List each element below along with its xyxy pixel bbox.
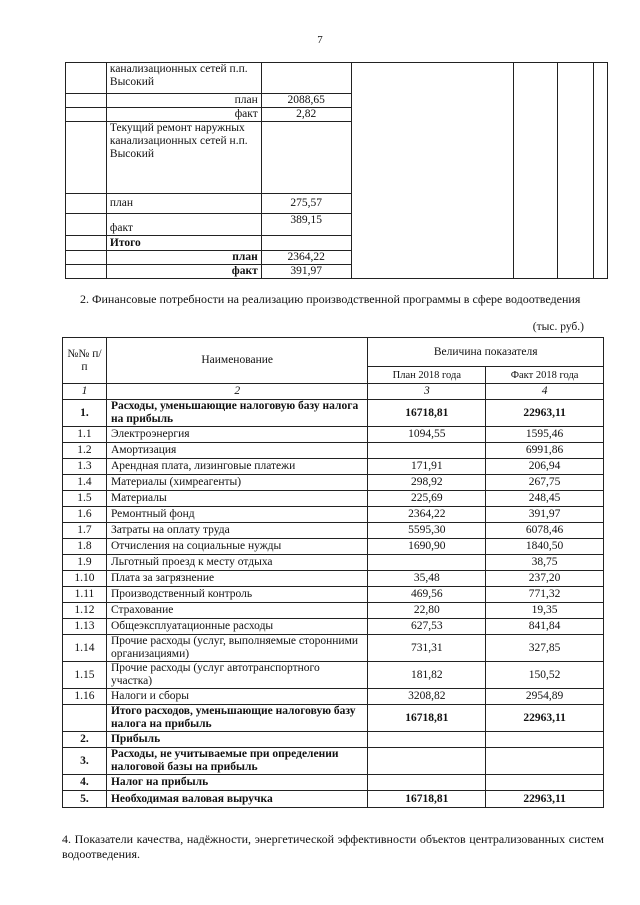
row-number: 1.9 [63,555,107,571]
row-fact: 2954,89 [486,689,604,705]
row-plan: 2364,22 [368,507,486,523]
row-number: 1.3 [63,459,107,475]
row-fact: 237,20 [486,571,604,587]
row-name: Ремонтный фонд [106,507,368,523]
col-index: 3 [368,384,486,400]
row-label: план [106,194,261,214]
row-value: 389,15 [261,214,351,236]
row-plan: 181,82 [368,662,486,689]
row-number: 1.11 [63,587,107,603]
table-row [63,400,604,427]
row-number: 5. [63,791,107,808]
row-plan: 5595,30 [368,523,486,539]
row-number: 1.5 [63,491,107,507]
row-number: 1.13 [63,619,107,635]
row-number: 3. [63,748,107,775]
table-row [63,587,604,603]
section-2-heading: 2. Финансовые потребности на реализацию производственной программы в сфере водоотведения [80,292,581,306]
row-fact: 267,75 [486,475,604,491]
row-number: 1.8 [63,539,107,555]
financial-needs-table [62,337,604,808]
table-row [63,491,604,507]
row-plan: 298,92 [368,475,486,491]
row-number: 1.16 [63,689,107,705]
row-number: 1.15 [63,662,107,689]
row-number: 1.4 [63,475,107,491]
table-row [63,443,604,459]
row-plan [368,555,486,571]
table-row [63,459,604,475]
row-name: Производственный контроль [106,587,368,603]
table-row [63,475,604,491]
row-plan: 731,31 [368,635,486,662]
row-fact: 1595,46 [486,427,604,443]
row-plan: 627,53 [368,619,486,635]
header-fact: Факт 2018 года [486,367,604,384]
row-fact: 22963,11 [486,400,604,427]
table-row [63,619,604,635]
row-number: 2. [63,732,107,748]
row-fact: 6991,86 [486,443,604,459]
row-value: 2364,22 [261,251,351,265]
row-name: Плата за загрязнение [106,571,368,587]
row-fact: 391,97 [486,507,604,523]
row-number: 1. [63,400,107,427]
row-number [63,705,107,732]
row-number: 1.1 [63,427,107,443]
row-plan: 35,48 [368,571,486,587]
row-fact: 771,32 [486,587,604,603]
table-row [63,539,604,555]
table-row [63,791,604,808]
row-name: Необходимая валовая выручка [106,791,368,808]
row-fact: 248,45 [486,491,604,507]
table-row [63,427,604,443]
row-fact: 841,84 [486,619,604,635]
row-plan [368,443,486,459]
row-fact: 150,52 [486,662,604,689]
row-name: Отчисления на социальные нужды [106,539,368,555]
table-row [63,507,604,523]
row-fact: 22963,11 [486,791,604,808]
row-number: 1.10 [63,571,107,587]
row-name: Прибыль [106,732,368,748]
row-value: 275,57 [261,194,351,214]
row-number: 1.12 [63,603,107,619]
row-name: Налог на прибыль [106,775,368,791]
row-fact: 1840,50 [486,539,604,555]
header-name: Наименование [106,338,368,384]
row-name: Электроэнергия [106,427,368,443]
row-plan: 1690,90 [368,539,486,555]
row-number: 1.2 [63,443,107,459]
col-index: 4 [486,384,604,400]
row-label: план [106,251,261,265]
row-plan: 171,91 [368,459,486,475]
row-number: 4. [63,775,107,791]
table-row [63,603,604,619]
col-index: 1 [63,384,107,400]
row-plan: 16718,81 [368,400,486,427]
repair-continuation-table [65,62,608,279]
table-row [63,775,604,791]
row-plan: 16718,81 [368,705,486,732]
row-name: Амортизация [106,443,368,459]
row-label: факт [106,214,261,236]
table-row [63,571,604,587]
row-plan: 469,56 [368,587,486,603]
row-label: план [106,94,261,108]
row-name: Льготный проезд к месту отдыха [106,555,368,571]
table-row [63,689,604,705]
row-name: Материалы [106,491,368,507]
row-fact: 38,75 [486,555,604,571]
row-name: Арендная плата, лизинговые платежи [106,459,368,475]
header-value: Величина показателя [368,338,604,367]
header-plan: План 2018 года [368,367,486,384]
table-row [63,555,604,571]
section-4-heading: 4. Показатели качества, надёжности, энергетической эффективности объектов централизованных систем водоотведения. [62,832,604,861]
row-value: 2088,65 [261,94,351,108]
row-fact [486,732,604,748]
row-fact [486,748,604,775]
table-row [63,748,604,775]
row-name: Затраты на оплату труда [106,523,368,539]
row-name: Страхование [106,603,368,619]
total-label: Итого [106,236,261,251]
col-index: 2 [106,384,368,400]
row-fact: 6078,46 [486,523,604,539]
row-label: факт [106,108,261,122]
row-name: Итого расходов, уменьшающие налоговую базу налога на прибыль [106,705,368,732]
table-row [63,635,604,662]
row-label: Текущий ремонт наружных канализационных сетей н.п. Высокий [106,122,261,194]
units-label: (тыс. руб.) [532,321,584,333]
table-row [63,662,604,689]
row-name: Расходы, не учитываемые при определении налоговой базы на прибыль [106,748,368,775]
row-plan [368,732,486,748]
row-fact: 206,94 [486,459,604,475]
row-name: Общеэксплуатационные расходы [106,619,368,635]
row-plan: 225,69 [368,491,486,507]
row-plan: 22,80 [368,603,486,619]
row-fact: 327,85 [486,635,604,662]
row-plan: 1094,55 [368,427,486,443]
header-number: №№ п/п [63,338,107,384]
table-row [63,705,604,732]
row-name: Расходы, уменьшающие налоговую базу налога на прибыль [106,400,368,427]
row-number: 1.7 [63,523,107,539]
row-number: 1.6 [63,507,107,523]
row-fact: 19,35 [486,603,604,619]
table-row [63,523,604,539]
table-row [63,732,604,748]
row-plan: 3208,82 [368,689,486,705]
row-name: Налоги и сборы [106,689,368,705]
row-value: 391,97 [261,265,351,279]
row-name: Прочие расходы (услуг автотранспортного участка) [106,662,368,689]
row-plan [368,748,486,775]
row-plan: 16718,81 [368,791,486,808]
row-fact: 22963,11 [486,705,604,732]
row-name: Материалы (химреагенты) [106,475,368,491]
row-plan [368,775,486,791]
row-number: 1.14 [63,635,107,662]
row-label: факт [106,265,261,279]
page-number: 7 [317,34,323,46]
row-label: канализационных сетей п.п. Высокий [106,63,261,94]
row-name: Прочие расходы (услуг, выполняемые сторонними организациями) [106,635,368,662]
row-fact [486,775,604,791]
row-value: 2,82 [261,108,351,122]
